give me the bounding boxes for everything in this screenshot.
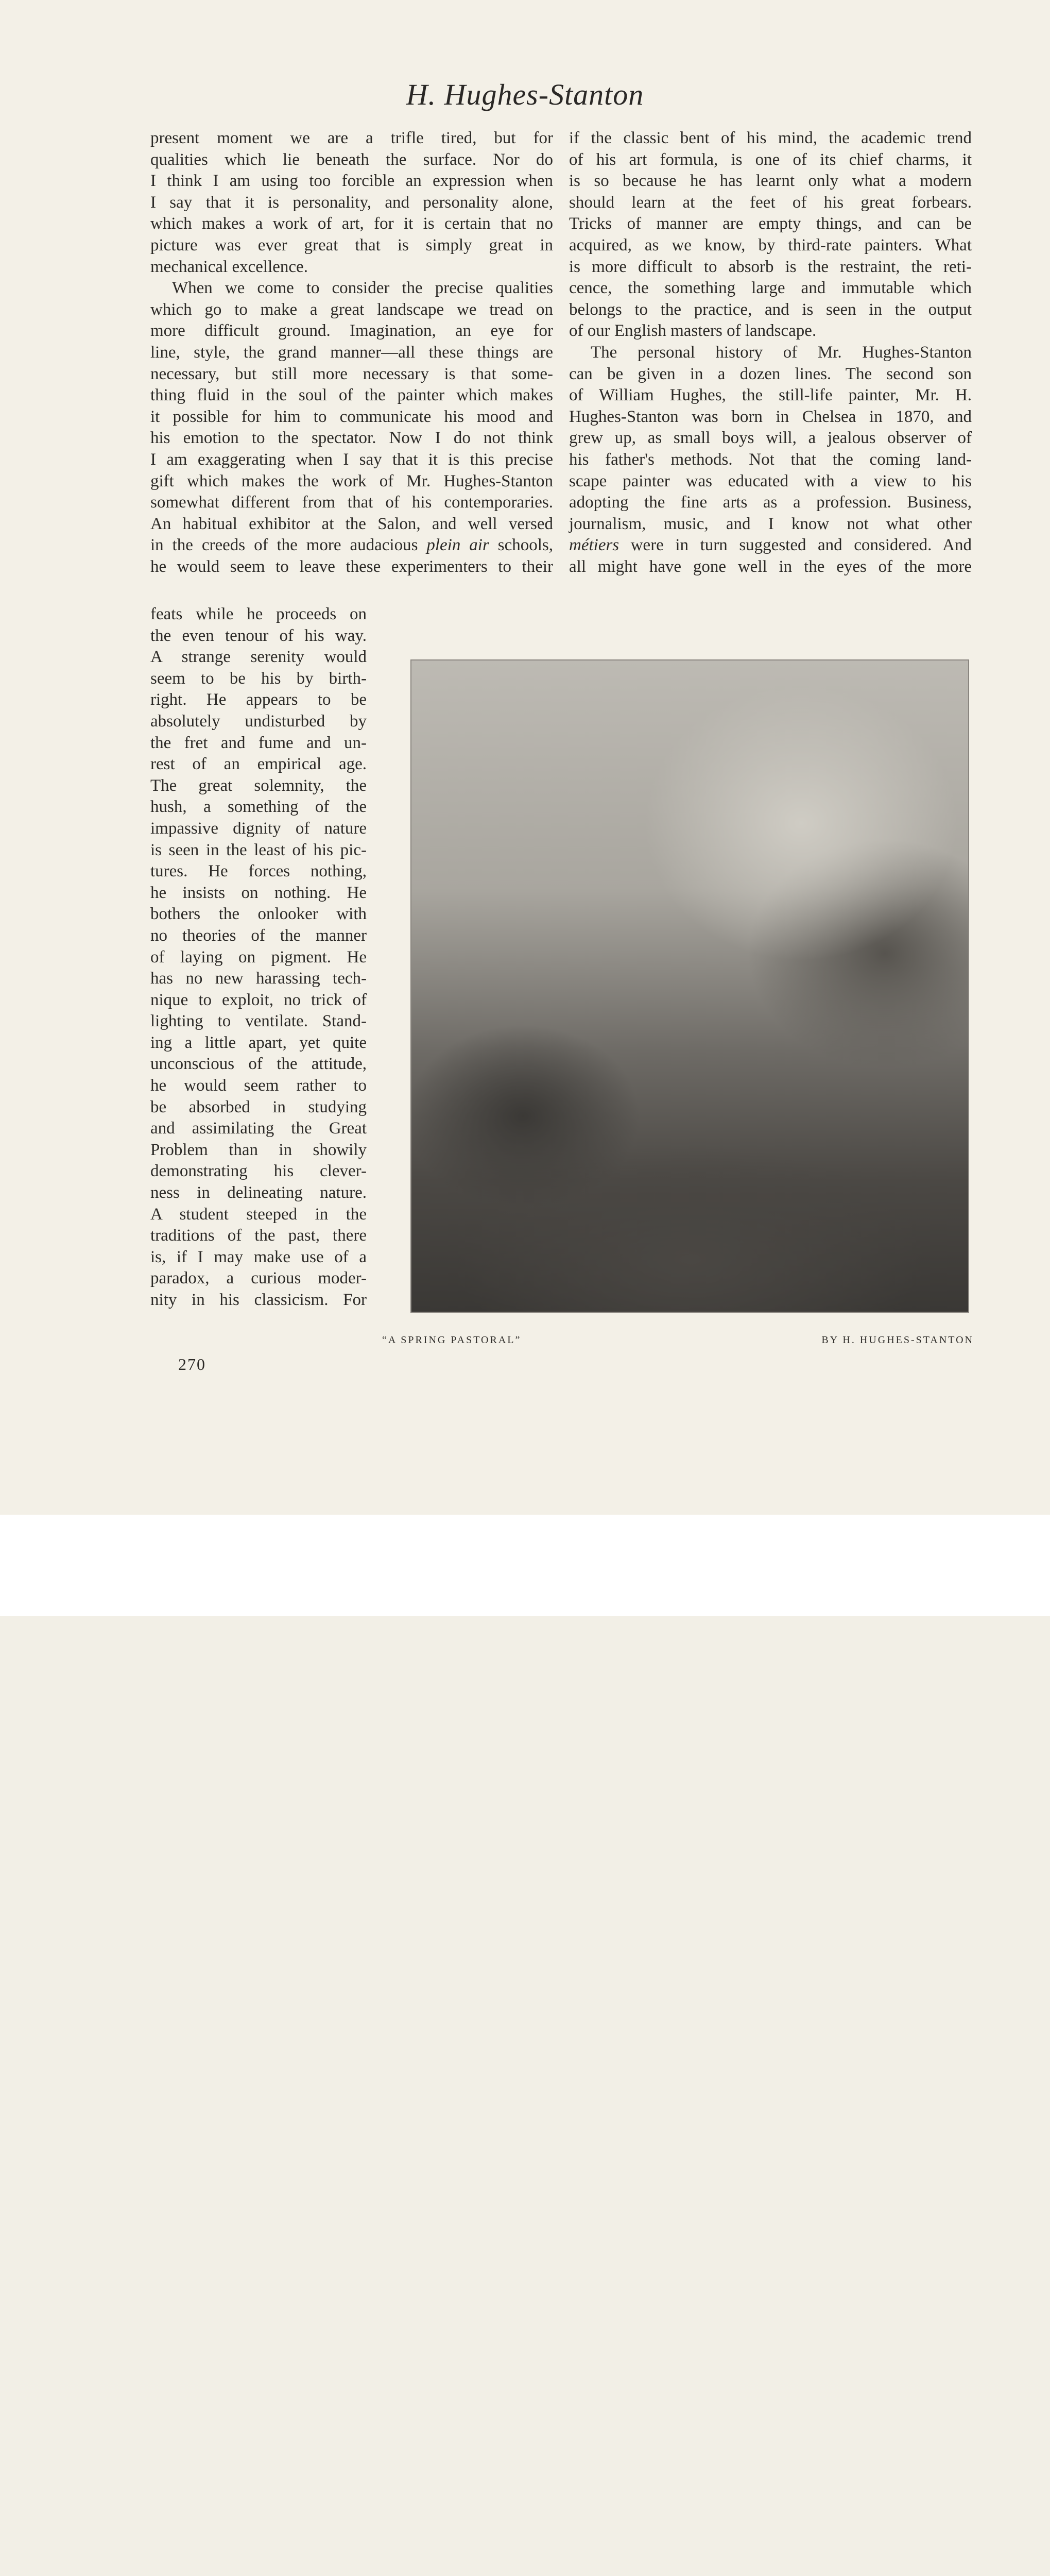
text-line: right. He appears to be xyxy=(150,690,367,709)
text-line: somewhat different from that of his contemporaries. xyxy=(150,493,553,512)
text-line: his father's methods. Not that the coming land- xyxy=(569,450,972,469)
text-line: paradox, a curious moder- xyxy=(150,1269,367,1288)
text-line: unconscious of the attitude, xyxy=(150,1055,367,1074)
text-line: traditions of the past, there xyxy=(150,1226,367,1245)
text-line: tures. He forces nothing, xyxy=(150,862,367,881)
text-line: picture was ever great that is simply great in xyxy=(150,235,553,255)
text-line: feats while he proceeds on xyxy=(150,605,367,623)
text-line: and assimilating the Great xyxy=(150,1119,367,1138)
text-line: should learn at the feet of his great forbears. xyxy=(569,193,972,212)
text-line: it possible for him to communicate his mood and xyxy=(150,407,553,426)
text-line: the fret and fume and un- xyxy=(150,733,367,752)
text-line: mechanical excellence. xyxy=(150,257,308,276)
text-line: scape painter was educated with a view to his xyxy=(569,471,972,490)
text-line: belongs to the practice, and is seen in the output xyxy=(569,300,972,319)
painting-plate xyxy=(410,659,969,1313)
text-line: seem to be his by birth- xyxy=(150,669,367,688)
text-line: he would seem to leave these experimenters to their xyxy=(150,557,553,576)
left-column-top xyxy=(150,128,553,578)
text-line: of his art formula, is one of its chief charms, it xyxy=(569,150,972,169)
page-number: 270 xyxy=(178,1355,206,1374)
text-line: When we come to consider the precise qualities xyxy=(172,279,553,298)
text-line: nity in his classicism. For xyxy=(150,1291,367,1309)
text-line: ness in delineating nature. xyxy=(150,1183,367,1202)
text-line: absolutely undisturbed by xyxy=(150,711,367,731)
text-line: all might have gone well in the eyes of the more xyxy=(569,557,972,576)
running-title: H. Hughes-Stanton xyxy=(406,78,644,111)
right-column xyxy=(569,128,972,578)
text-line: of our English masters of landscape. xyxy=(569,321,817,341)
text-line: lighting to ventilate. Stand- xyxy=(150,1012,367,1031)
text-line: bothers the onlooker with xyxy=(150,905,367,924)
text-line: I think I am using too forcible an expression when xyxy=(150,172,553,191)
text-line: has no new harassing tech- xyxy=(150,969,367,988)
text-line: adopting the fine arts as a profession. Business, xyxy=(569,493,972,512)
text-line: grew up, as small boys will, a jealous observer of xyxy=(569,429,972,448)
text-line: if the classic bent of his mind, the academic trend xyxy=(569,129,972,147)
text-line: is more difficult to absorb is the restraint, the reti- xyxy=(569,257,972,276)
text-line: of laying on pigment. He xyxy=(150,947,367,967)
text-line: gift which makes the work of Mr. Hughes-Stanton xyxy=(150,471,553,490)
text-line: he insists on nothing. He xyxy=(150,883,367,902)
text-line: more difficult ground. Imagination, an eye for xyxy=(150,321,553,341)
text-line: nique to exploit, no trick of xyxy=(150,990,367,1009)
text-line: no theories of the manner xyxy=(150,926,367,945)
text-line: which go to make a great landscape we tread on xyxy=(150,300,553,319)
text-line: his emotion to the spectator. Now I do not think xyxy=(150,429,553,448)
text-line: I say that it is personality, and personality alone, xyxy=(150,193,553,212)
text-line: in the creeds of the more audacious plein air schools, xyxy=(150,536,553,555)
text-line: I am exaggerating when I say that it is this precise xyxy=(150,450,553,469)
text-line: demonstrating his clever- xyxy=(150,1162,367,1181)
text-line: acquired, as we know, by third-rate painters. What xyxy=(569,235,972,255)
text-line: can be given in a dozen lines. The second son xyxy=(569,364,972,383)
text-line: line, style, the grand manner—all these things are xyxy=(150,343,553,362)
text-line: journalism, music, and I know not what other xyxy=(569,514,972,533)
text-line: A strange serenity would xyxy=(150,648,367,667)
text-line: impassive dignity of nature xyxy=(150,819,367,838)
plate-caption-title: “A SPRING PASTORAL” xyxy=(382,1334,522,1346)
left-column-narrow xyxy=(150,604,367,1311)
plate-caption-artist: BY H. HUGHES-STANTON xyxy=(821,1334,974,1346)
text-line: is, if I may make use of a xyxy=(150,1247,367,1266)
text-line: Tricks of manner are empty things, and can be xyxy=(569,214,972,233)
text-line: be absorbed in studying xyxy=(150,1097,367,1116)
text-line: qualities which lie beneath the surface. Nor do xyxy=(150,150,553,169)
text-line: he would seem rather to xyxy=(150,1076,367,1095)
text-line: thing fluid in the soul of the painter which makes xyxy=(150,386,553,405)
text-line: which makes a work of art, for it is certain that no xyxy=(150,214,553,233)
digitization-footer xyxy=(0,1515,1050,1616)
text-line: A student steeped in the xyxy=(150,1205,367,1224)
text-line: ing a little apart, yet quite xyxy=(150,1033,367,1052)
text-line: hush, a something of the xyxy=(150,798,367,817)
text-line: An habitual exhibitor at the Salon, and well versed xyxy=(150,514,553,533)
text-line: the even tenour of his way. xyxy=(150,626,367,645)
text-line: cence, the something large and immutable which xyxy=(569,279,972,298)
text-line: present moment we are a trifle tired, but for xyxy=(150,129,553,147)
text-line: The great solemnity, the xyxy=(150,776,367,795)
text-line: is so because he has learnt only what a modern xyxy=(569,172,972,191)
text-line: is seen in the least of his pic- xyxy=(150,840,367,859)
text-line: of William Hughes, the still-life painter, Mr. H. xyxy=(569,386,972,405)
text-line: The personal history of Mr. Hughes-Stanton xyxy=(591,343,972,362)
text-line: Hughes-Stanton was born in Chelsea in 1870, and xyxy=(569,407,972,426)
text-line: Problem than in showily xyxy=(150,1140,367,1159)
text-line: métiers were in turn suggested and considered. And xyxy=(569,536,972,555)
text-line: necessary, but still more necessary is that some- xyxy=(150,364,553,383)
text-line: rest of an empirical age. xyxy=(150,755,367,774)
